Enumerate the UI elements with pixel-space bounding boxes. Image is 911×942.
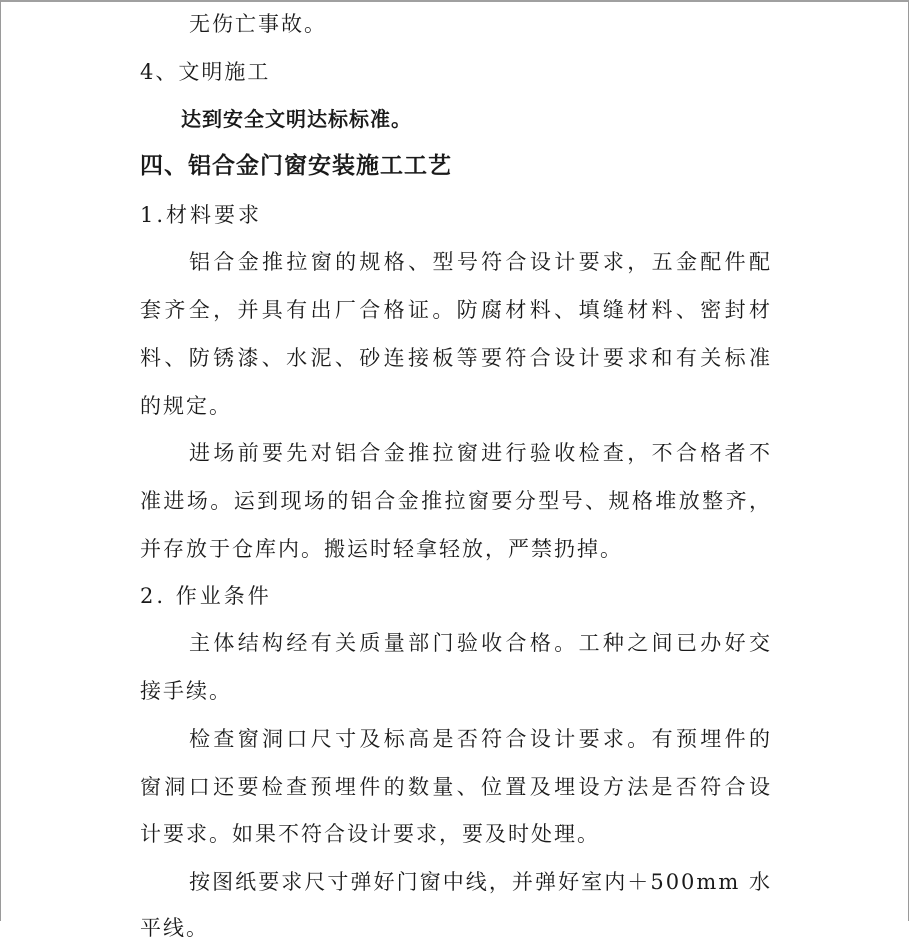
section-heading: 四、铝合金门窗安装施工工艺 xyxy=(140,153,452,179)
paragraph-line: 接手续。 xyxy=(140,679,232,703)
paragraph-line: 准进场。运到现场的铝合金推拉窗要分型号、规格堆放整齐， xyxy=(140,489,772,513)
paragraph-line: 主体结构经有关质量部门验收合格。工种之间已办好交 xyxy=(189,631,772,655)
paragraph-line: 并存放于仓库内。搬运时轻拿轻放，严禁扔掉。 xyxy=(140,537,623,561)
paragraph-line: 计要求。如果不符合设计要求，要及时处理。 xyxy=(140,822,600,846)
paragraph-line: 的规定。 xyxy=(140,394,232,418)
paragraph-line: 进场前要先对铝合金推拉窗进行验收检查，不合格者不 xyxy=(189,441,772,465)
paragraph-line: 按图纸要求尺寸弹好门窗中线，并弹好室内＋500mm 水 xyxy=(189,870,772,894)
section-item-civilized-construction: 4、文明施工 xyxy=(140,60,271,84)
paragraph-line: 平线。 xyxy=(140,916,209,940)
paragraph-line: 铝合金推拉窗的规格、型号符合设计要求，五金配件配 xyxy=(189,250,772,274)
bold-text-line: 达到安全文明达标标准。 xyxy=(181,107,412,131)
paragraph-line: 套齐全，并具有出厂合格证。防腐材料、填缝材料、密封材 xyxy=(140,298,772,322)
paragraph-line: 窗洞口还要检查预埋件的数量、位置及埋设方法是否符合设 xyxy=(140,775,772,799)
paragraph-line: 料、防锈漆、水泥、砂连接板等要符合设计要求和有关标准 xyxy=(140,346,772,370)
paragraph-line: 检查窗洞口尺寸及标高是否符合设计要求。有预埋件的 xyxy=(189,727,772,751)
text-line: 无伤亡事故。 xyxy=(189,12,327,36)
subsection-heading-materials: 1.材料要求 xyxy=(140,203,263,227)
subsection-heading-work-conditions: 2. 作业条件 xyxy=(140,584,272,608)
